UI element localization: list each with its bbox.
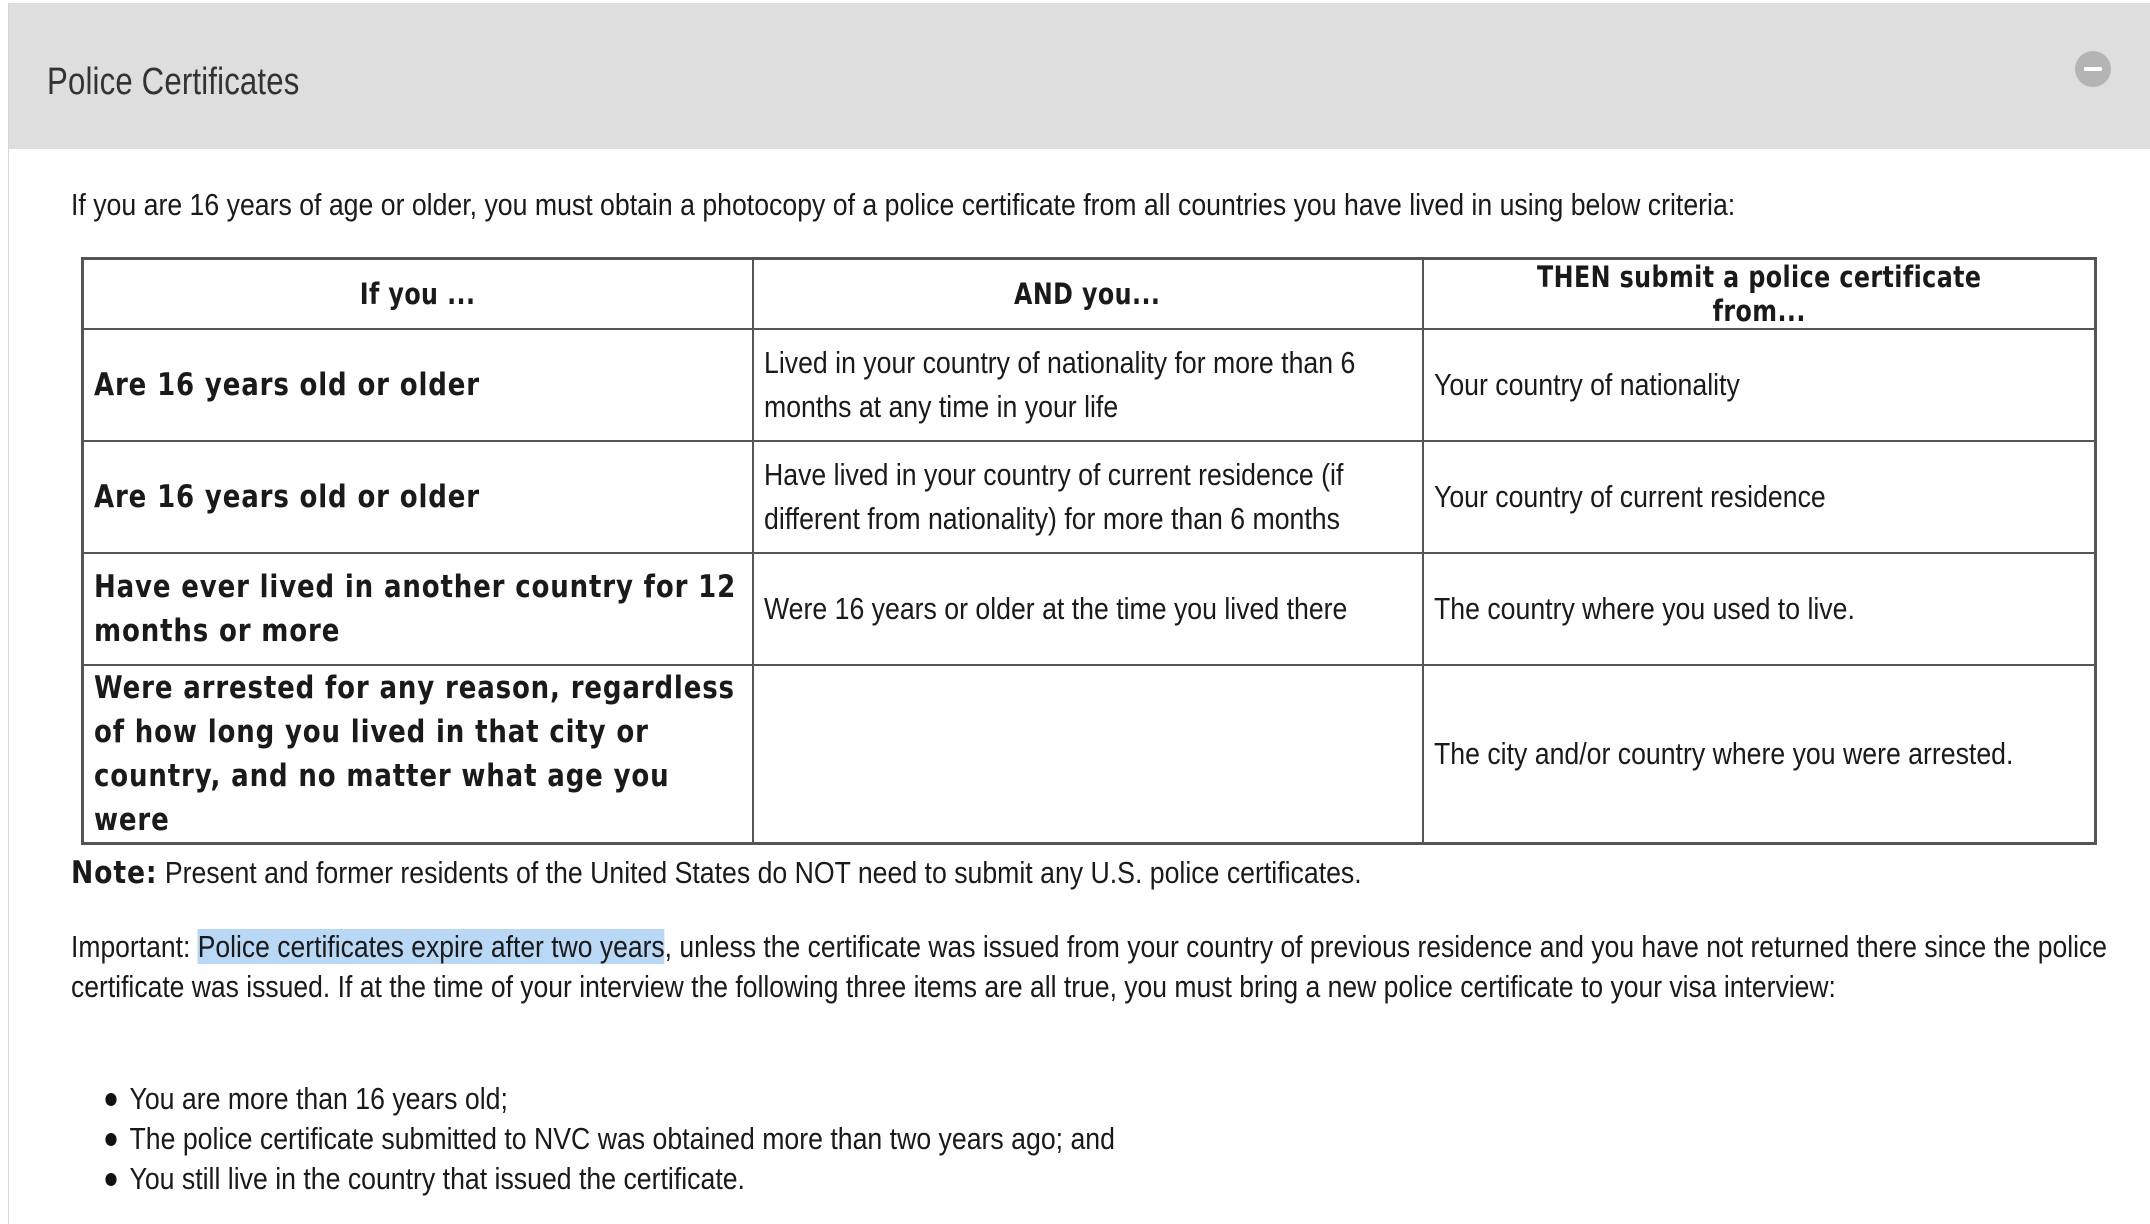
condition-cell: Are 16 years old or older (83, 329, 753, 441)
important-paragraph (71, 927, 2149, 1007)
conditions-list (71, 1079, 1963, 1199)
column-header-if: If you ... (83, 259, 753, 330)
list-item: You are more than 16 years old; (71, 1079, 1963, 1119)
source-cell: Your country of nationality (1423, 329, 2096, 441)
condition-cell: Are 16 years old or older (83, 441, 753, 553)
table-row (83, 665, 2096, 844)
police-certificates-panel (8, 3, 2150, 1224)
important-label: Important: (71, 929, 198, 964)
panel-title: Police Certificates (47, 61, 300, 103)
source-cell: The city and/or country where you were arrested. (1423, 665, 2096, 844)
requirement-cell (753, 665, 1423, 844)
requirement-cell: Lived in your country of nationality for more than 6 months at any time in your life (753, 329, 1423, 441)
condition-cell: Have ever lived in another country for 12 months or more (83, 553, 753, 665)
requirement-cell: Have lived in your country of current residence (if different from nationality) for more than 6 months (753, 441, 1423, 553)
panel-header[interactable] (9, 3, 2150, 149)
table-header-row (83, 259, 2096, 330)
table-row (83, 441, 2096, 553)
note-label: Note: (71, 855, 158, 891)
highlighted-text: Police certificates expire after two years (197, 929, 665, 964)
column-header-then: THEN submit a police certificate from... (1423, 259, 2096, 330)
important-text: , unless the certificate was issued from your country of previous residence and you have not returned there since the police certificate was issued. If at the time of your interview the following three items are all true, you must bring a new police certificate to your visa interview: (71, 929, 2108, 1004)
table-row (83, 329, 2096, 441)
note-text: Present and former residents of the United States do NOT need to submit any U.S. police certificates. (157, 855, 1362, 890)
source-cell: The country where you used to live. (1423, 553, 2096, 665)
note-paragraph (71, 855, 1362, 891)
column-header-and: AND you... (753, 259, 1423, 330)
list-item: The police certificate submitted to NVC was obtained more than two years ago; and (71, 1119, 1963, 1159)
condition-cell: Were arrested for any reason, regardless of how long you lived in that city or country, and no matter what age you were (83, 665, 753, 844)
criteria-table (81, 257, 2097, 845)
requirement-cell: Were 16 years or older at the time you lived there (753, 553, 1423, 665)
intro-text: If you are 16 years of age or older, you must obtain a photocopy of a police certificate from all countries you have lived in using below criteria: (71, 187, 1736, 222)
list-item: You still live in the country that issued the certificate. (71, 1159, 1963, 1199)
table-row (83, 553, 2096, 665)
source-cell: Your country of current residence (1423, 441, 2096, 553)
minus-circle-icon[interactable] (2075, 51, 2111, 87)
